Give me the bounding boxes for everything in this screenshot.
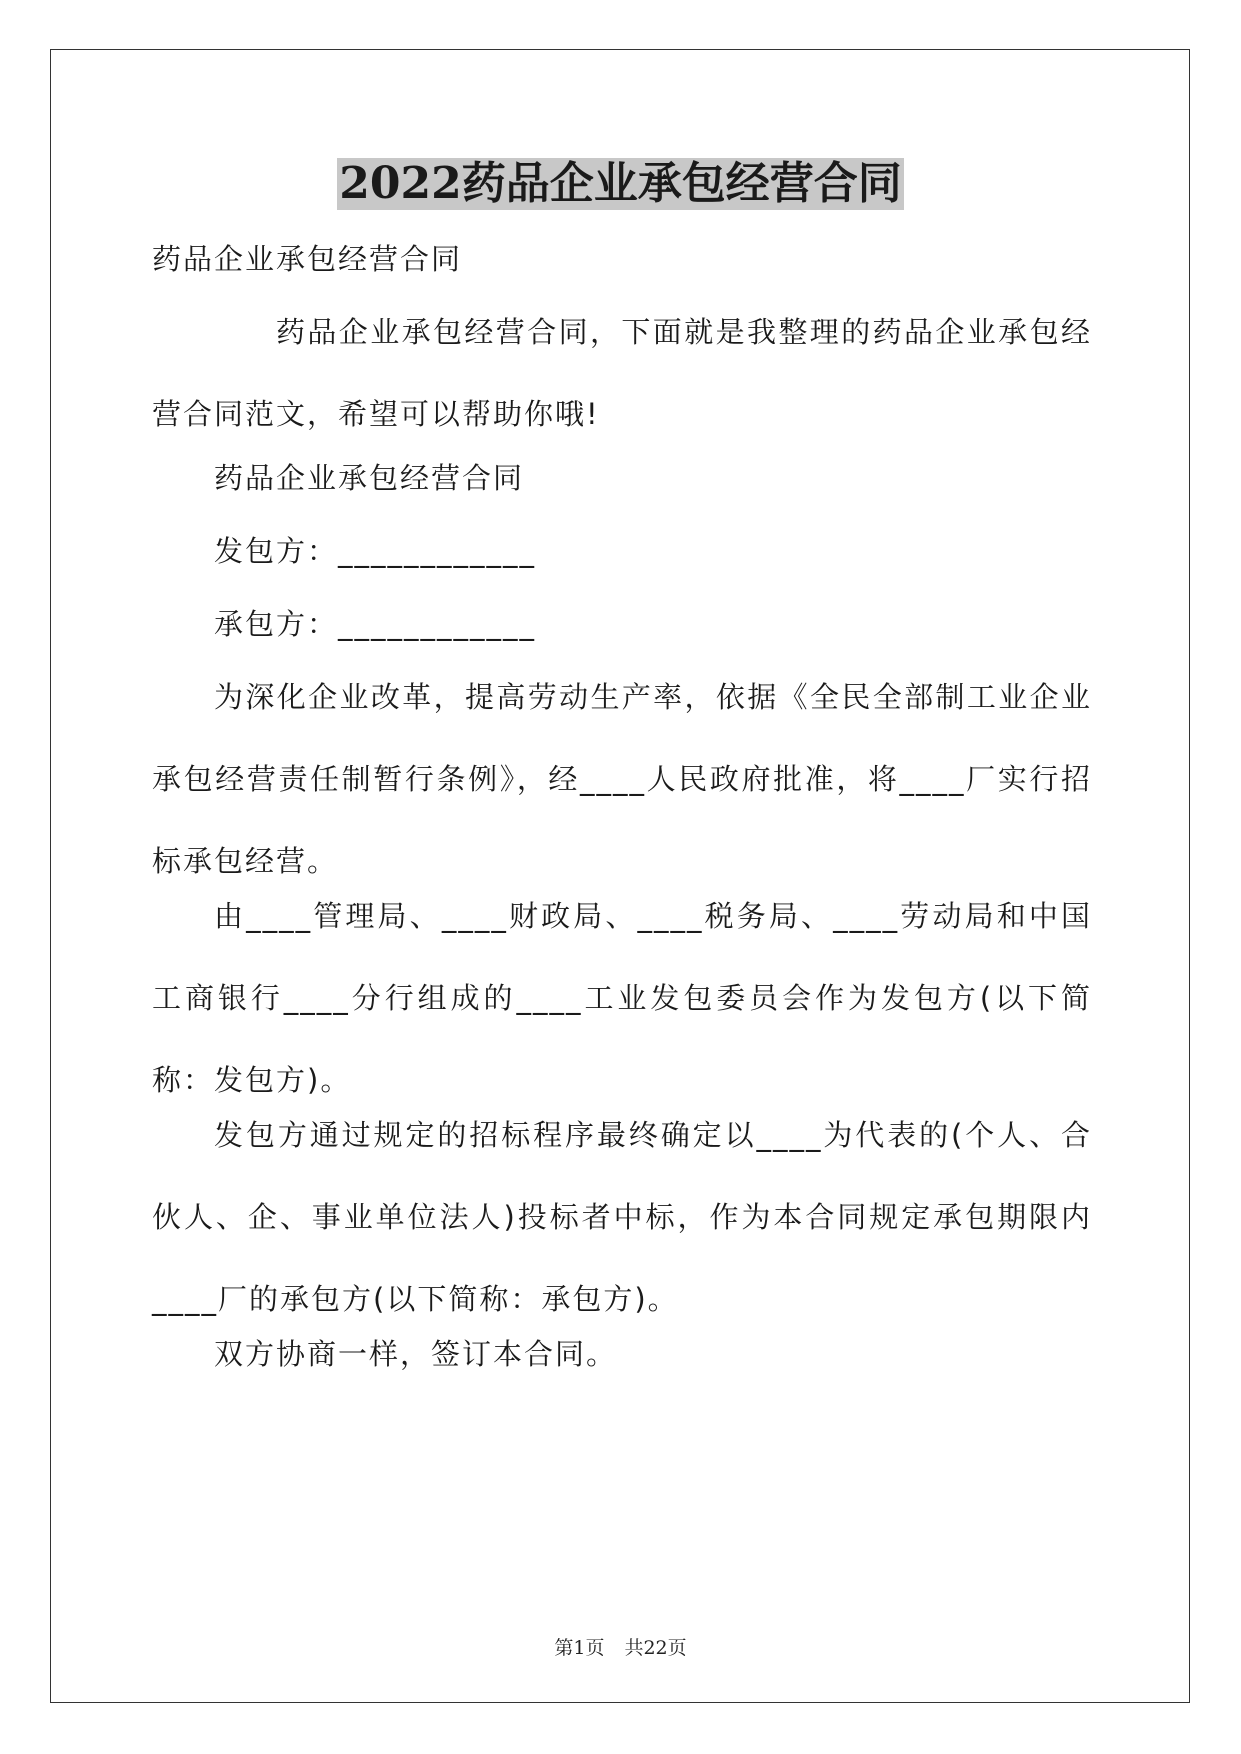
page-footer: [0, 1633, 1241, 1660]
bidding-paragraph: 发包方通过规定的招标程序最终确定以____为代表的(个人、合伙人、企、事业单位法人)投标者中标，作为本合同规定承包期限内____厂的承包方(以下简称：承包方)。: [152, 1118, 1092, 1316]
page-number: 第1页: [554, 1637, 605, 1659]
agreement-paragraph: 双方协商一样，签订本合同。: [214, 1337, 618, 1371]
committee-paragraph: 由____管理局、____财政局、____税务局、____劳动局和中国工商银行____分行组成的____工业发包委员会作为发包方(以下简称：发包方)。: [152, 899, 1092, 1097]
document-title: [0, 158, 1241, 210]
contract-heading-paragraph: 药品企业承包经营合同: [214, 461, 525, 495]
page-total: 共22页: [624, 1637, 687, 1659]
intro-paragraph: 药品企业承包经营合同，下面就是我整理的药品企业承包经营合同范文，希望可以帮助你哦!: [152, 315, 1092, 431]
purpose-paragraph: 为深化企业改革，提高劳动生产率，依据《全民全部制工业企业承包经营责任制暂行条例》，经____人民政府批准，将____厂实行招标承包经营。: [152, 680, 1092, 878]
subtitle-paragraph: 药品企业承包经营合同: [152, 242, 463, 276]
contractor-party-line: 承包方：____________: [214, 607, 537, 641]
employer-party-line: 发包方：____________: [214, 534, 537, 568]
document-title-text: 2022药品企业承包经营合同: [339, 158, 902, 209]
